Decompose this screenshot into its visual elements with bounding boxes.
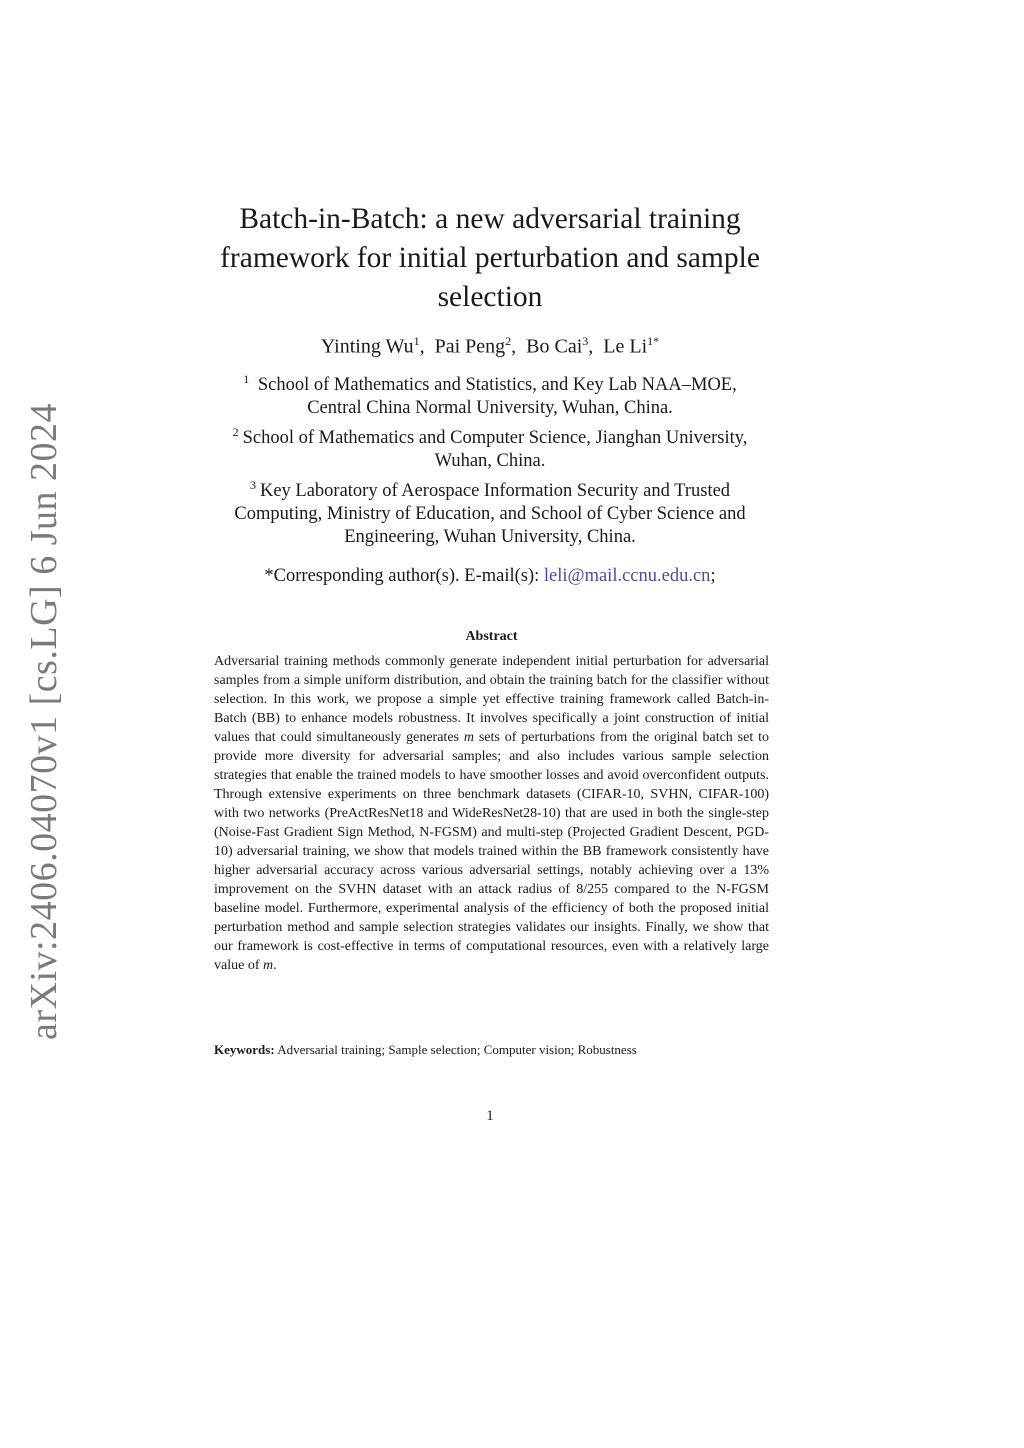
arxiv-identifier-stamp: arXiv:2406.04070v1 [cs.LG] 6 Jun 2024 xyxy=(23,403,65,1040)
math-m: m xyxy=(262,958,274,973)
author-affil-mark: 3 xyxy=(582,334,589,348)
page-number: 1 xyxy=(486,1108,494,1124)
affiliations xyxy=(150,368,830,550)
affiliation-line: $^2$ School of Mathematics and Computer Science, Jianghan University, xyxy=(232,424,748,448)
abstract-heading: Abstract xyxy=(465,629,518,644)
affiliation-number: 3 xyxy=(249,477,256,492)
author-affil-mark: 2 xyxy=(505,334,512,348)
author-affil-mark: 1 xyxy=(413,334,420,348)
affiliation-line: Central China Normal University, Wuhan, China. xyxy=(307,398,673,419)
paper-title xyxy=(190,200,790,317)
affiliation-line: Computing, Ministry of Education, and School of Cyber Science and xyxy=(234,503,746,524)
affiliation-number: 2 xyxy=(232,424,239,439)
affiliation-line: Wuhan, China. xyxy=(434,451,546,472)
title-line: Batch-in-Batch: a new adversarial training xyxy=(239,203,741,235)
author-affil-mark: 1* xyxy=(647,334,660,348)
title-line: framework for initial perturbation and sample xyxy=(220,242,760,274)
keywords-text: Adversarial training; Sample selection; Computer vision; Robustness xyxy=(274,1042,637,1057)
title-line: selection xyxy=(437,281,543,313)
affiliation-line: $^3$ Key Laboratory of Aerospace Information Security and Trusted xyxy=(249,477,731,501)
author-name: Pai Peng xyxy=(434,335,506,358)
affiliation-number: 1 xyxy=(243,372,250,386)
affiliation-line: $^1$ School of Mathematics and Statistics, and Key Lab NAA–MOE, xyxy=(243,372,737,396)
author-name: Le Li xyxy=(603,335,648,358)
corresponding-author: *Corresponding author(s). E-mail(s): leli@mail.ccnu.edu.cn; xyxy=(264,566,716,586)
abstract-body: Adversarial training methods commonly generate independent initial perturbation for adversarial samples from a simple uniform distribution, and obtain the training batch for the classifier without selection. In this work, we propose a simple yet effective training framework called Batch-in-Batch (BB) to enhance models robustness. It involves specifically a joint construction of initial values that could simultaneously generates m sets of perturbations from the original batch set to provide more diversity for adversarial samples; and also includes various sample selection strategies that enable the trained models to have smoother losses and avoid overconfident outputs. Through extensive experiments on three benchmark datasets (CIFAR-10, SVHN, CIFAR-100) with two networks (PreActResNet18 and WideResNet28-10) that are used in both the single-step (Noise-Fast Gradient Sign Method, N-FGSM) and multi-step (Projected Gradient Descent, PGD-10) adversarial training, we show that models trained within the BB framework consistently have higher adversarial accuracy across various adversarial settings, notably achieving over a 13% improvement on the SVHN dataset with an attack radius of 8/255 compared to the N-FGSM baseline model. Furthermore, experimental analysis of the efficiency of both the proposed initial perturbation method and sample selection strategies validates our insights. Finally, we show that our framework is cost-effective in terms of computational resources, even with a relatively large value of m. xyxy=(214,654,769,973)
keywords xyxy=(214,1042,769,1058)
author-name: Bo Cai xyxy=(526,335,583,358)
author-list: Yinting Wu$^1$, Pai Peng$^2$, Bo Cai$^3$, Le $Li^{1*}$ xyxy=(320,334,660,358)
affiliation-line: Engineering, Wuhan University, China. xyxy=(344,527,636,548)
keywords-label: Keywords: xyxy=(214,1042,275,1057)
email-link[interactable]: leli@mail.ccnu.edu.cn xyxy=(543,566,711,586)
author-name: Yinting Wu xyxy=(320,335,414,358)
math-m: m xyxy=(463,730,474,745)
